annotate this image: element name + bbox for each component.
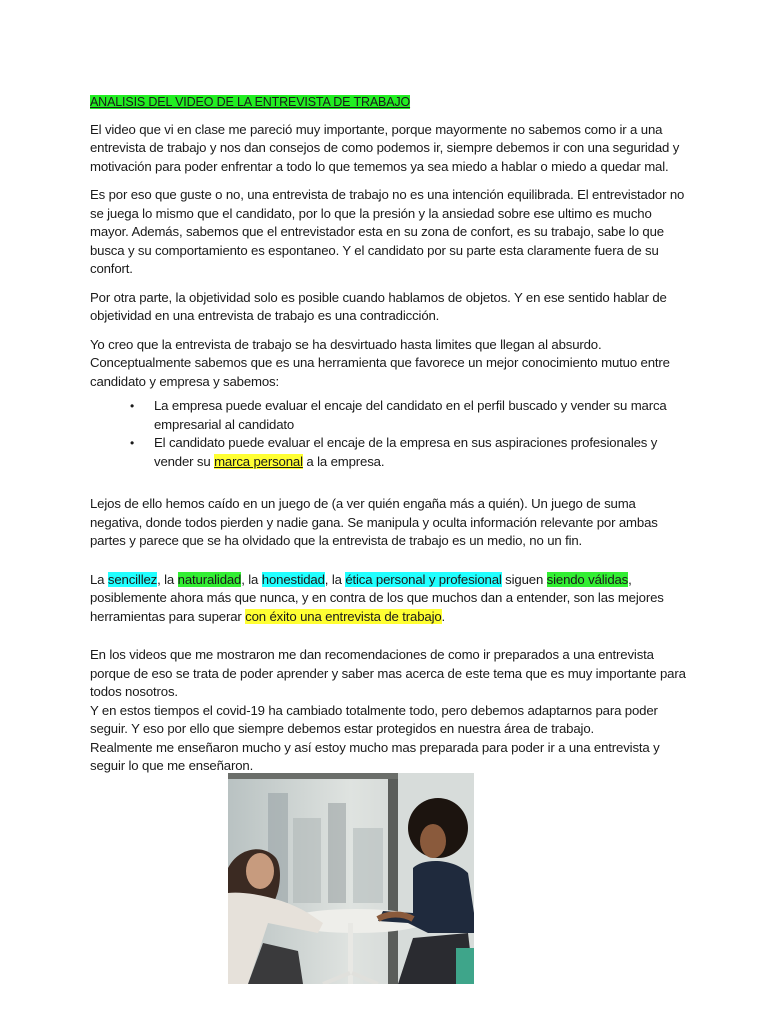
highlight-siendo-validas: siendo válidas: [546, 571, 629, 587]
document-title: [90, 93, 690, 112]
paragraph-8: Y en estos tiempos el covid-19 ha cambiado totalmente todo, pero debemos adaptarnos para poder seguir. Y eso por ello que siempre debemos estar protegidos en nuestra área de trabajo.: [90, 702, 658, 736]
p6-text: siguen: [501, 571, 547, 587]
paragraph-5: Lejos de ello hemos caído en un juego de (a ver quién engaña más a quién). Un juego de suma negativa, donde todos pierden y nadie gana. Se manipula y oculta información relevante por ambas partes y parece que se ha olvidado que la entrevista de trabajo es un medio, no un fin.: [90, 496, 658, 548]
paragraph-3: Por otra parte, la objetividad solo es posible cuando hablamos de objetos. Y en ese sentido hablar de objetividad en una entrevista de trabajo es una contradicción.: [90, 289, 667, 323]
p6-text: .: [441, 608, 446, 624]
paragraph-2: Es por eso que guste o no, una entrevista de trabajo no es una intención equilibrada. El entrevistador no se juega lo mismo que el candidato, por lo que la presión y la ansiedad sobre ese ultimo es mucho mayor. Además, sabemos que el entrevistador esta en su zona de confort, es su trabajo, sabe lo que busca y su comportamiento es espontaneo. Y el candidato por su parte esta claramente fuera de su confort.: [90, 187, 685, 276]
bullet-text-2-pre: El candidato puede evaluar el encaje de la empresa en sus aspiraciones profesionales y vender su: [154, 435, 658, 469]
bullet-text-1: La empresa puede evaluar el encaje del candidato en el perfil buscado y vender su marca empresarial al candidato: [154, 398, 667, 432]
bullet-item-2: [90, 434, 690, 471]
highlight-etica: ética personal y profesional: [345, 571, 502, 587]
bullet-item-1: [90, 397, 690, 434]
interview-illustration: [228, 773, 474, 984]
p6-text: , posiblemente ahora más que nunca, y en contra de los que muchos dan a entender, son las mejores herramientas para superar: [90, 571, 664, 624]
highlight-sencillez: sencillez: [107, 571, 158, 587]
interview-photo: [228, 773, 474, 984]
paragraph-9: Realmente me enseñaron mucho y así estoy mucho mas preparada para poder ir a una entrevista y seguir lo que me enseñaron.: [90, 739, 660, 773]
bullet-text-2-post: a la empresa.: [302, 453, 385, 469]
p6-text: La: [90, 571, 108, 587]
highlight-honestidad: honestidad: [261, 571, 325, 587]
p6-text: , la: [324, 571, 346, 587]
highlight-naturalidad: naturalidad: [177, 571, 242, 587]
paragraph-6: [90, 571, 690, 627]
paragraph-4: Yo creo que la entrevista de trabajo se ha desvirtuado hasta limites que llegan al absurdo. Conceptualmente sabemos que es una herramienta que favorece un mejor conocimiento mutuo entre candidato y empresa y sabemos:: [90, 336, 670, 389]
paragraph-7: En los videos que me mostraron me dan recomendaciones de como ir preparados a una entrevista porque de eso se trata de poder aprender y saber mas acerca de este tema que es muy importante para todos nosotros.: [90, 647, 686, 699]
bullet-list: [90, 397, 690, 471]
bullet-dot: •: [130, 399, 135, 413]
title-text: ANALISIS DEL VIDEO DE LA ENTREVISTA DE TRABAJO: [90, 95, 411, 109]
document-body: [90, 93, 690, 776]
highlight-con-exito: con éxito una entrevista de trabajo: [245, 608, 442, 624]
highlight-marca-personal: marca personal: [214, 453, 303, 469]
p6-text: , la: [157, 571, 178, 587]
p6-text: , la: [241, 571, 262, 587]
paragraph-1: El video que vi en clase me pareció muy importante, porque mayormente no sabemos como ir a una entrevista de trabajo y nos dan consejos de como podemos ir, siempre debemos ir con una seguridad y motivación para poder enfrentar a todo lo que tememos ya sea miedo a hablar o miedo a quedar mal.: [90, 121, 680, 174]
bullet-dot: •: [130, 436, 135, 450]
